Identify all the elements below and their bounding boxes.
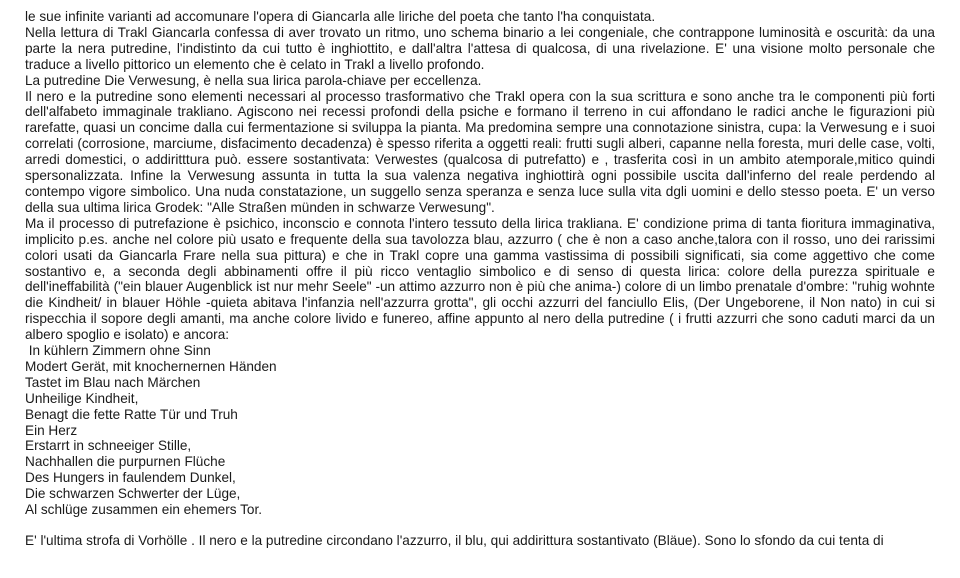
poem-line: Des Hungers in faulendem Dunkel, (25, 470, 236, 486)
paragraph-psychic-process: Ma il processo di putrefazione è psichico, inconscio e connota l'intero tessuto della lirica trakliana. E' condizione prima di tanta fioritura immaginativa, implicito p.es. anche nel colore più usato e frequente della sua tavolozza blau, azzurro ( che è non a caso anche,talora con il rosso, uno dei rarissimi colori usati da Giancarla Frare nella sua pittura) e che in Trakl copre una gamma vastissima di possibili significati, sia come aggettivo che come sostantivo e, a seconda degli abbinamenti offre il più ricco ventaglio simbolico e di senso di questa lirica: colore della purezza spirituale e dell'ineffabilità ("ein blauer Augenblick ist nur mehr Seele" -un attimo azzurro non è più che anima-) colore di un limbo prenatale d'ombre: "ruhig wohnte die Kindheit/ in blauer Höhle -quieta abitava l'infanzia nell'azzurra grotta", gli occhi azzurri del fanciullo Elis, (Der Ungeborene, il Non nato) in cui si rispecchia il sopore degli amanti, ma anche colore livido e funereo, affine appunto al nero della putredine ( i frutti azzurri che sono caduti marci da un albero spoglio e isolato) e ancora: (25, 215, 935, 343)
document-body (25, 9, 935, 549)
poem-block (25, 343, 935, 518)
poem-line: In kühlern Zimmern ohne Sinn (25, 343, 211, 359)
poem-line: Benagt die fette Ratte Tür und Truh (25, 406, 238, 422)
paragraph-black-putrefaction: Il nero e la putredine sono elementi necessari al processo trasformativo che Trakl opera con la sua scrittura e sono anche tra le componenti più forti dell'alfabeto immaginale trakliano. Agiscono nei recessi profondi della psiche e formano il terreno in cui affondano le radici anche le figurazioni più rarefatte, quasi un concime dalla cui fermentazione si sviluppa la pianta. Ma predomina sempre una connotazione sinistra, cupa: la Verwesung e i suoi correlati (corrosione, marciume, disfacimento decadenza) è spesso riferita a oggetti reali: frutti sugli alberi, capanne nella foresta, muri delle case, volti, arredi domestici, o addiritttura può. essere sostantivata: Verwestes (qualcosa di putrefatto) e , trasferita così in un ambito atemporale,mitico quindi spersonalizzata. Infine la Verwesung assunta in tutta la sua valenza negativa inghiottirà ogni possibile uscita dall'inferno del reale perdendo al contempo vigore simbolico. Una nuda constatazione, un suggello senza speranza e senza luce sulla vita dgli uomini e dello stesso poeta. E' un verso della sua ultima lirica Grodek: "Alle Straßen münden in schwarze Verwesung". (25, 88, 935, 215)
paragraph-gap (25, 518, 935, 533)
paragraph-rhythm: Nella lettura di Trakl Giancarla confessa di aver trovato un ritmo, uno schema binario a lei congeniale, che contrappone luminosità e oscurità: da una parte la nera putredine, l'indistinto da cui tutto è inghiottito, e dall'altra l'attesa di qualcosa, di una rivelazione. E' una visione molto personale che traduce a livello pittorico un elemento che è celato in Trakl a livello profondo. (25, 24, 935, 72)
poem-line: Unheilige Kindheit, (25, 390, 139, 406)
poem-line: Nachhallen die purpurnen Flüche (25, 454, 226, 470)
paragraph-intro-end: le sue infinite varianti ad accomunare l'opera di Giancarla alle liriche del poeta che tanto l'ha conquistata. (25, 9, 656, 24)
poem-line: Ein Herz (25, 422, 78, 438)
poem-line: Al schlüge zusammen ein ehemers Tor. (25, 502, 263, 518)
paragraph-verwesung-keyword: La putredine Die Verwesung, è nella sua lirica parola-chiave per eccellenza. (25, 72, 482, 88)
poem-line: Tastet im Blau nach Märchen (25, 374, 201, 390)
poem-line: Modert Gerät, mit knochernernen Händen (25, 358, 277, 374)
paragraph-closing: E' l'ultima strofa di Vorhölle . Il nero e la putredine circondano l'azzurro, il blu, qui addirittura sostantivato (Bläue). Sono lo sfondo da cui tenta di (25, 533, 884, 548)
poem-line: Erstarrt in schneeiger Stille, (25, 438, 192, 454)
poem-line: Die schwarzen Schwerter der Lüge, (25, 486, 241, 502)
